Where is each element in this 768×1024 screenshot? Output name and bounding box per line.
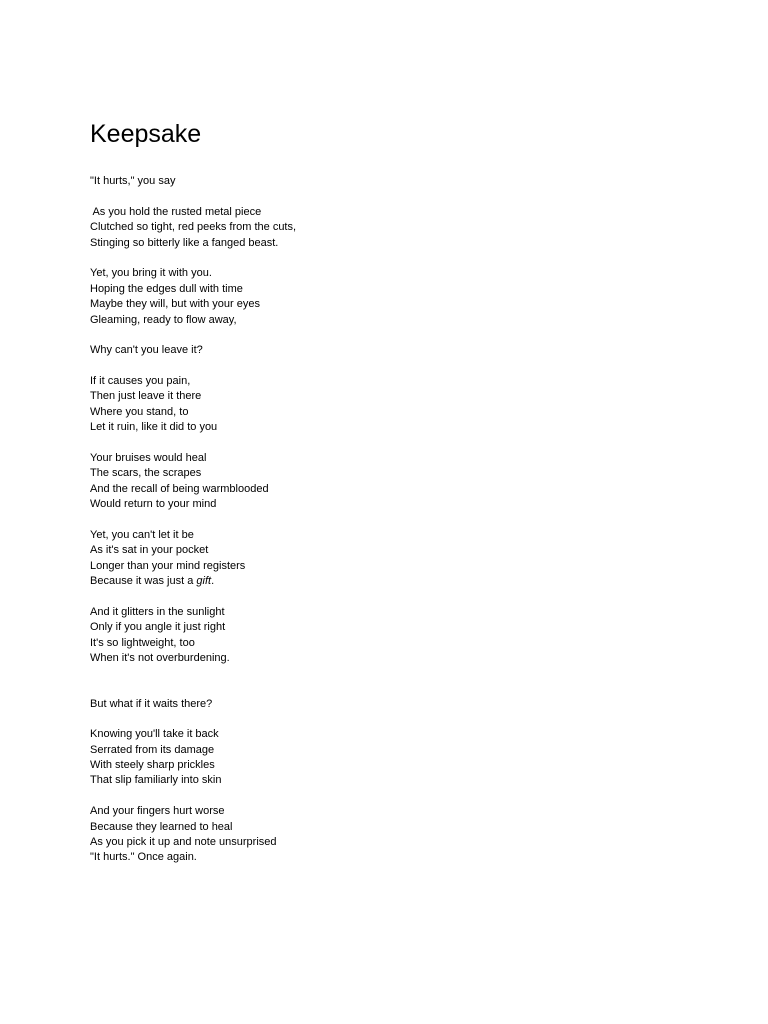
poem-line-with-italic — [90, 574, 690, 589]
poem-line: Gleaming, ready to flow away, — [90, 313, 237, 326]
stanza-5 — [90, 374, 690, 436]
poem-line: Yet, you can't let it be — [90, 528, 194, 541]
poem-line: Why can't you leave it? — [90, 344, 203, 357]
poem-line: Your bruises would heal — [90, 452, 207, 465]
poem-line: Only if you angle it just right — [90, 621, 226, 634]
poem-line: Hoping the edges dull with time — [90, 282, 243, 295]
poem-line: Maybe they will, but with your eyes — [90, 298, 260, 311]
poem-text: Because it was just a — [90, 575, 197, 588]
stanza-3 — [90, 266, 690, 328]
stanza-9 — [90, 697, 690, 712]
stanza-10 — [90, 727, 690, 789]
poem-line: Stinging so bitterly like a fanged beast. — [90, 236, 279, 249]
poem-line: Then just leave it there — [90, 390, 202, 403]
stanza-7 — [90, 528, 690, 590]
poem-line: The scars, the scrapes — [90, 467, 202, 480]
poem-line: As you hold the rusted metal piece — [90, 205, 262, 218]
stanza-4 — [90, 343, 690, 358]
poem-line: As you pick it up and note unsurprised — [90, 836, 277, 849]
poem-line: If it causes you pain, — [90, 375, 191, 388]
poem-line: Where you stand, to — [90, 405, 189, 418]
poem-line: Yet, you bring it with you. — [90, 267, 212, 280]
poem-line: "It hurts." Once again. — [90, 851, 197, 864]
poem-line: As it's sat in your pocket — [90, 544, 209, 557]
poem-line: Would return to your mind — [90, 498, 217, 511]
poem-line: When it's not overburdening. — [90, 652, 230, 665]
stanza-11 — [90, 804, 690, 866]
poem-line: "It hurts," you say — [90, 175, 176, 187]
italic-word: gift — [196, 575, 212, 588]
poem-text: . — [211, 575, 215, 588]
stanza-8 — [90, 605, 690, 667]
poem-line: Clutched so tight, red peeks from the cuts, — [90, 221, 297, 234]
stanza-6 — [90, 451, 690, 513]
poem-line: It's so lightweight, too — [90, 636, 195, 649]
poem-line: And it glitters in the sunlight — [90, 605, 225, 618]
stanza-2 — [90, 205, 690, 251]
poem-line: Serrated from its damage — [90, 743, 215, 756]
poem-line: That slip familiarly into skin — [90, 774, 222, 787]
poem-title: Keepsake — [90, 120, 202, 148]
poem-line: And your fingers hurt worse — [90, 805, 225, 818]
poem-body — [90, 174, 690, 881]
poem-line: Longer than your mind registers — [90, 559, 246, 572]
poem-line: But what if it waits there? — [90, 697, 213, 710]
poem-line: Knowing you'll take it back — [90, 728, 219, 741]
stanza-1 — [90, 174, 690, 189]
poem-line: With steely sharp prickles — [90, 759, 215, 772]
poem-line: Let it ruin, like it did to you — [90, 421, 218, 434]
poem-line: And the recall of being warmblooded — [90, 482, 269, 495]
poem-line: Because they learned to heal — [90, 820, 233, 833]
